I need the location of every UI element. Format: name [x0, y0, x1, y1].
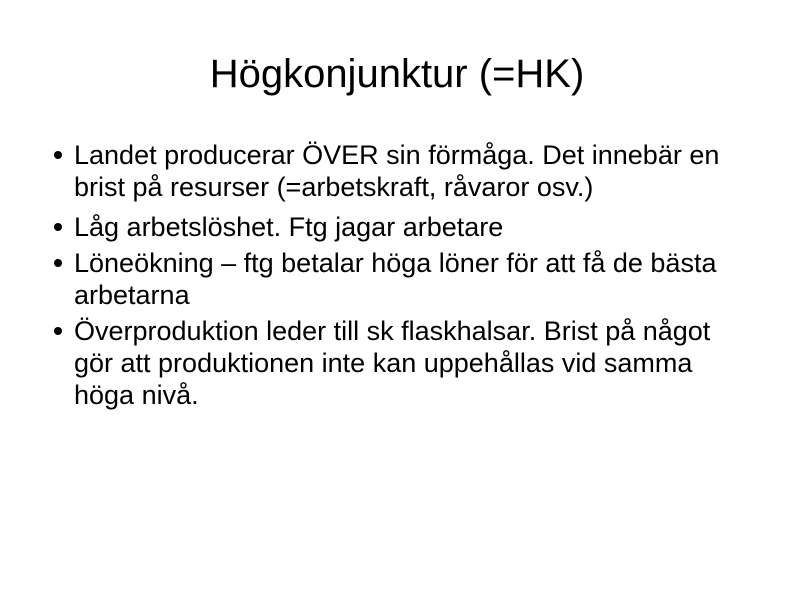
slide-title: Högkonjunktur (=HK) [209, 52, 585, 96]
bullet-dot-icon [54, 151, 62, 159]
bullet-item [52, 247, 752, 311]
bullet-item [52, 139, 752, 203]
bullet-text: Överproduktion leder till sk flaskhalsar. Brist på något gör att produktionen inte kan uppehållas vid samma höga nivå. [74, 316, 711, 410]
bullet-dot-icon [54, 259, 62, 267]
bullet-item [52, 315, 752, 411]
bullet-list [52, 139, 752, 411]
bullet-text: Låg arbetslöshet. Ftg jagar arbetare [74, 212, 504, 242]
bullet-dot-icon [54, 327, 62, 335]
bullet-item [52, 211, 752, 243]
bullet-dot-icon [54, 223, 62, 231]
bullet-text: Löneökning – ftg betalar höga löner för att få de bästa arbetarna [74, 248, 717, 310]
bullet-text: Landet producerar ÖVER sin förmåga. Det innebär en brist på resurser (=arbetskraft, råvaror osv.) [74, 140, 720, 202]
